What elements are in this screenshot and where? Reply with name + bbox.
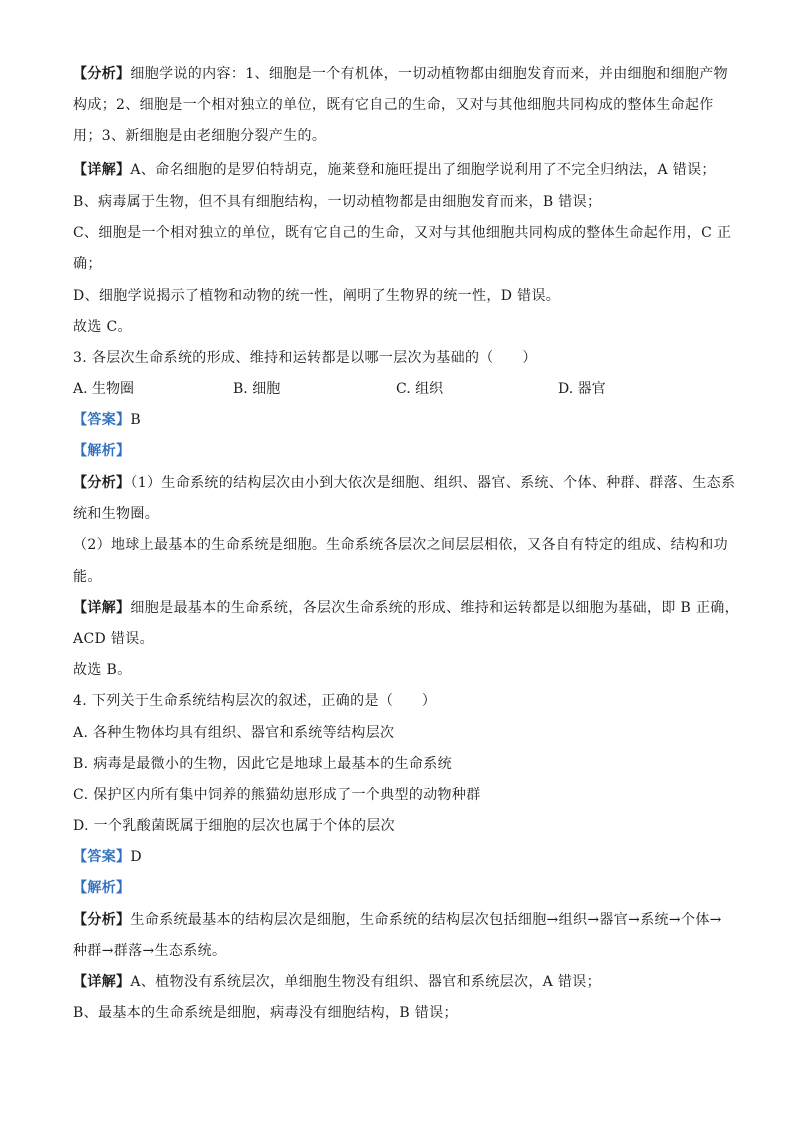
q3-detail-line-2: ACD 错误。: [73, 631, 154, 647]
detail-tag: 【详解】: [73, 974, 131, 990]
q4-option-a: A. 各种生物体均具有组织、器官和系统等结构层次: [73, 725, 395, 741]
analysis-tag: 【分析】: [73, 912, 131, 928]
q3-option-d: D. 器官: [558, 381, 606, 397]
detail-tag: 【详解】: [73, 600, 131, 616]
q3-analysis-line-3: （2）地球上最基本的生命系统是细胞。生命系统各层次之间层层相依，又各自有特定的组成、结构和功: [73, 537, 729, 553]
q2-analysis-line-1: [73, 64, 728, 84]
q2-analysis-line-3: 用；3、新细胞是由老细胞分裂产生的。: [73, 128, 327, 144]
analysis-tag: 【分析】: [73, 475, 131, 491]
analysis-text: （1）生命系统的结构层次由小到大依次是细胞、组织、器官、系统、个体、种群、群落、生态系: [130, 475, 736, 491]
q3-option-c: C. 组织: [396, 381, 444, 397]
analysis-tag: 【分析】: [73, 66, 131, 82]
q3-parse-heading: [73, 441, 130, 461]
q4-detail-b: B、最基本的生命系统是细胞，病毒没有细胞结构，B 错误；: [73, 1005, 458, 1021]
answer-tag: 【答案】: [73, 849, 131, 865]
q3-analysis-line-1: [73, 473, 735, 493]
q4-option-c: C. 保护区内所有集中饲养的熊猫幼崽形成了一个典型的动物种群: [73, 787, 481, 803]
q4-detail-a: [73, 972, 601, 992]
q3-option-b: B. 细胞: [233, 381, 281, 397]
q4-analysis-line-2: 种群→群落→生态系统。: [73, 943, 227, 959]
q3-answer: [73, 410, 141, 430]
q3-choice: 故选 B。: [73, 662, 132, 678]
parse-tag: 【解析】: [73, 443, 131, 459]
detail-tag: 【详解】: [73, 162, 131, 178]
q3-analysis-line-4: 能。: [73, 569, 102, 585]
q2-detail-d: D、细胞学说揭示了植物和动物的统一性，阐明了生物界的统一性，D 错误。: [73, 288, 561, 304]
q3-analysis-line-2: 统和生物圈。: [73, 506, 160, 522]
q4-parse-heading: [73, 878, 130, 898]
parse-tag: 【解析】: [73, 880, 131, 896]
q2-choice: 故选 C。: [73, 319, 132, 335]
q2-detail-c-line-1: C、细胞是一个相对独立的单位，既有它自己的生命，又对与其他细胞共同构成的整体生命起作用，C 正: [73, 225, 732, 241]
answer-value: B: [130, 412, 142, 428]
analysis-text: 细胞学说的内容：1、细胞是一个有机体，一切动植物都由细胞发育而来，并由细胞和细胞产物: [130, 66, 729, 82]
q4-option-d: D. 一个乳酸菌既属于细胞的层次也属于个体的层次: [73, 818, 396, 834]
detail-text: 细胞是最基本的生命系统，各层次生命系统的形成、维持和运转都是以细胞为基础，即 B 正确，: [130, 600, 739, 616]
q3-option-a: A. 生物圈: [73, 381, 135, 397]
q2-analysis-line-2: 构成；2、细胞是一个相对独立的单位，既有它自己的生命，又对与其他细胞共同构成的整体生命起作: [73, 97, 714, 113]
q4-stem: 4. 下列关于生命系统结构层次的叙述，正确的是（ ）: [73, 693, 437, 709]
q4-option-b: B. 病毒是最微小的生物，因此它是地球上最基本的生命系统: [73, 756, 452, 772]
detail-text: A、植物没有系统层次，单细胞生物没有组织、器官和系统层次，A 错误；: [130, 974, 601, 990]
q2-detail-b: B、病毒属于生物，但不具有细胞结构，一切动植物都是由细胞发育而来，B 错误；: [73, 194, 602, 210]
q4-analysis-line-1: [73, 910, 722, 930]
q4-answer: [73, 847, 142, 867]
q2-detail-a: [73, 160, 716, 180]
answer-tag: 【答案】: [73, 412, 131, 428]
detail-text: A、命名细胞的是罗伯特胡克，施莱登和施旺提出了细胞学说利用了不完全归纳法，A 错误；: [130, 162, 716, 178]
q3-stem: 3. 各层次生命系统的形成、维持和运转都是以哪一层次为基础的（ ）: [73, 350, 537, 366]
answer-value: D: [130, 849, 142, 865]
analysis-text: 生命系统最基本的结构层次是细胞，生命系统的结构层次包括细胞→组织→器官→系统→个体→: [130, 912, 722, 928]
q2-detail-c-line-2: 确；: [73, 256, 102, 272]
q3-detail-line-1: [73, 598, 739, 618]
